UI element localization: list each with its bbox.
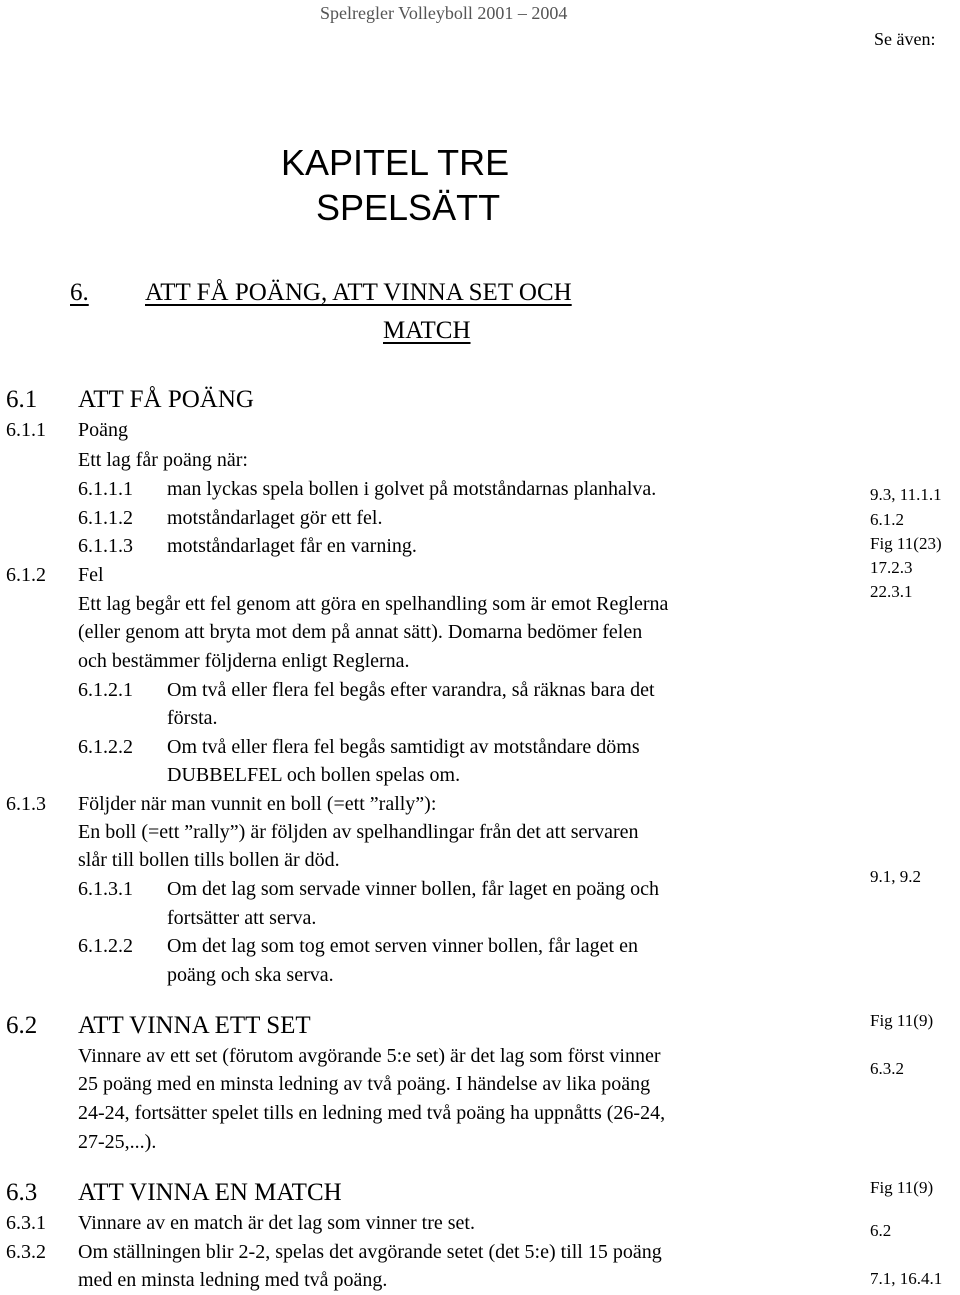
paragraph-line: och bestämmer följderna enligt Reglerna. — [78, 650, 410, 672]
list-item-text: fortsätter att serva. — [167, 907, 317, 929]
margin-reference: 7.1, 16.4.1 — [870, 1269, 943, 1288]
paragraph-line: 25 poäng med en minsta ledning av två poäng. I händelse av lika poäng — [78, 1073, 651, 1095]
list-item-number: 6.1.1.1 — [78, 478, 133, 500]
list-item-number: 6.1.3.1 — [78, 878, 133, 900]
margin-reference: 17.2.3 — [870, 558, 913, 577]
paragraph-line: Vinnare av ett set (förutom avgörande 5:e set) är det lag som först vinner — [78, 1045, 661, 1067]
chapter-title: KAPITEL TRE — [281, 142, 510, 183]
list-item-text: Om två eller flera fel begås efter varandra, så räknas bara det — [167, 679, 655, 701]
list-item-text: första. — [167, 707, 218, 729]
section-6-1-3-title: Följder när man vunnit en boll (=ett ”rally”): — [78, 793, 437, 815]
list-item-text: poäng och ska serva. — [167, 964, 334, 986]
section-6-number: 6. — [70, 279, 89, 306]
see-also-heading: Se även: — [874, 29, 936, 49]
running-header: Spelregler Volleyboll 2001 – 2004 — [320, 3, 568, 23]
list-item-text: Om ställningen blir 2-2, spelas det avgörande setet (det 5:e) till 15 poäng — [78, 1241, 662, 1263]
list-item-number: 6.1.2.2 — [78, 736, 133, 758]
section-6-1-2-title: Fel — [78, 564, 104, 586]
section-6-1-title: ATT FÅ POÄNG — [78, 386, 254, 413]
margin-reference: 9.3, 11.1.1 — [870, 485, 942, 504]
section-6-1-number: 6.1 — [6, 386, 38, 413]
margin-reference: 6.3.2 — [870, 1059, 904, 1078]
margin-reference: 6.1.2 — [870, 510, 904, 529]
margin-reference: 9.1, 9.2 — [870, 867, 921, 886]
paragraph-line: Ett lag begår ett fel genom att göra en spelhandling som är emot Reglerna — [78, 593, 669, 615]
margin-reference: Fig 11(9) — [870, 1178, 934, 1197]
section-6-1-2-number: 6.1.2 — [6, 564, 46, 586]
list-item-number: 6.1.1.2 — [78, 507, 133, 529]
list-item-text: Om det lag som servade vinner bollen, får laget en poäng och — [167, 878, 660, 900]
chapter-subtitle: SPELSÄTT — [316, 187, 501, 228]
margin-reference: 22.3.1 — [870, 582, 913, 601]
margin-reference: Fig 11(9) — [870, 1011, 934, 1030]
list-item-number: 6.1.2.2 — [78, 935, 133, 957]
paragraph-line: 24-24, fortsätter spelet tills en ledning med två poäng ha uppnåtts (26-24, — [78, 1102, 666, 1124]
section-6-1-1-intro: Ett lag får poäng när: — [78, 449, 248, 471]
list-item-text: Vinnare av en match är det lag som vinner tre set. — [78, 1212, 475, 1234]
section-6-1-1-title: Poäng — [78, 419, 128, 441]
paragraph-line: slår till bollen tills bollen är död. — [78, 849, 340, 871]
section-6-2-title: ATT VINNA ETT SET — [78, 1012, 311, 1039]
list-item-text: Om det lag som tog emot serven vinner bollen, får laget en — [167, 935, 638, 957]
paragraph-line: 27-25,...). — [78, 1131, 157, 1153]
section-6-1-1-number: 6.1.1 — [6, 419, 46, 441]
margin-reference: 6.2 — [870, 1221, 892, 1240]
list-item-number: 6.1.1.3 — [78, 535, 133, 557]
section-6-3-number: 6.3 — [6, 1179, 38, 1206]
list-item-number: 6.3.2 — [6, 1241, 46, 1263]
list-item-text: Om två eller flera fel begås samtidigt av motståndare döms — [167, 736, 640, 758]
list-item-text: man lyckas spela bollen i golvet på motståndarnas planhalva. — [167, 478, 657, 500]
paragraph-line: En boll (=ett ”rally”) är följden av spelhandlingar från det att servaren — [78, 821, 639, 843]
section-6-3-title: ATT VINNA EN MATCH — [78, 1179, 342, 1206]
margin-reference: Fig 11(23) — [870, 534, 942, 553]
section-6-2-number: 6.2 — [6, 1012, 38, 1039]
list-item-text: DUBBELFEL och bollen spelas om. — [167, 764, 461, 786]
list-item-text: motståndarlaget gör ett fel. — [167, 507, 383, 529]
section-6-title-line2: MATCH — [383, 317, 471, 344]
list-item-number: 6.1.2.1 — [78, 679, 133, 701]
list-item-number: 6.3.1 — [6, 1212, 46, 1234]
paragraph-line: (eller genom att bryta mot dem på annat sätt). Domarna bedömer felen — [78, 621, 643, 643]
section-6-title-line1: ATT FÅ POÄNG, ATT VINNA SET OCH — [145, 279, 572, 306]
list-item-text: motståndarlaget får en varning. — [167, 535, 417, 557]
list-item-text: med en minsta ledning med två poäng. — [78, 1269, 388, 1291]
section-6-1-3-number: 6.1.3 — [6, 793, 46, 815]
